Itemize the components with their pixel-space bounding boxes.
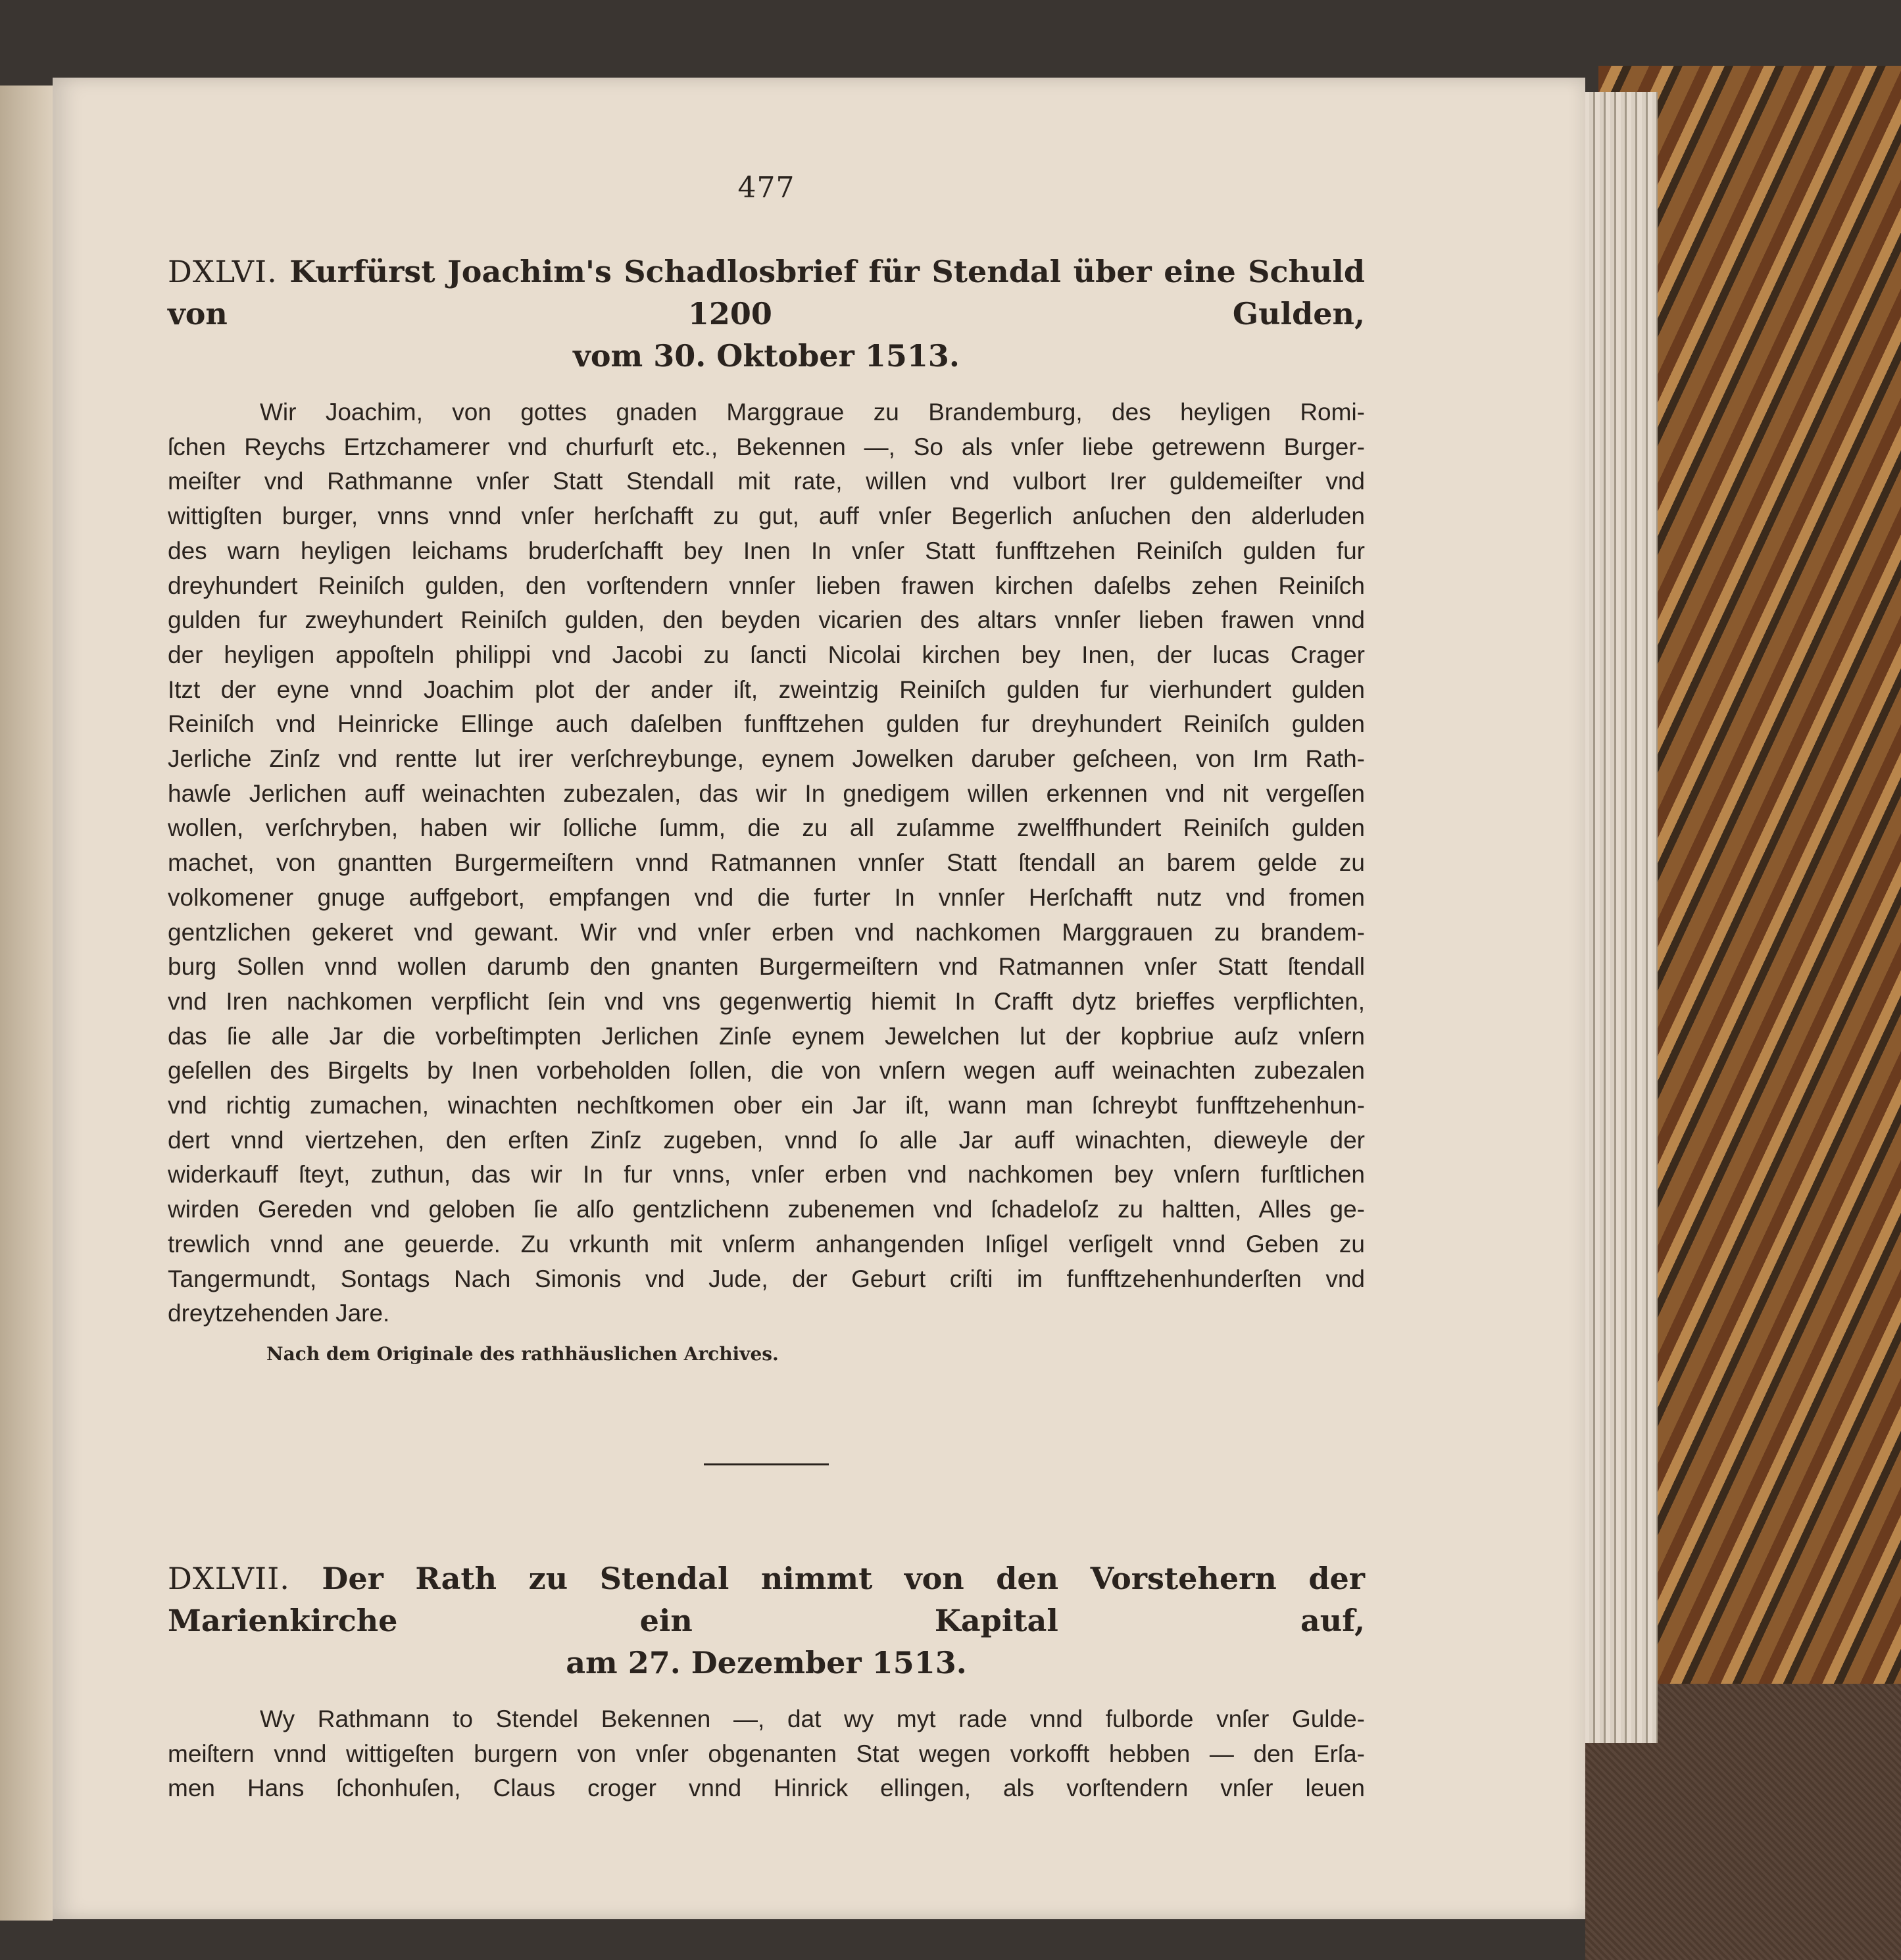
text-line: men Hans ſchonhuſen, Claus croger vnnd Hinrick ellingen, als vorſtendern vnſer leuen [168,1775,1365,1802]
text-line: burg Sollen vnnd wollen darumb den gnanten Burgermeiſtern vnd Ratmannen vnſer Statt ſtendall [168,953,1365,981]
source-note: Nach dem Originale des rathhäuslichen Archives. [266,1342,779,1365]
document-date: am 27. Dezember 1513. [566,1644,967,1680]
text-line: dreyhundert Reiniſch gulden, den vorſtendern vnnſer lieben frawen kirchen daſelbs zehen Reiniſch [168,572,1365,599]
text-line: Reiniſch vnd Heinricke Ellinge auch daſelben funfftzehen gulden fur dreyhundert Reiniſch gulden [168,710,1365,738]
document-title: Der Rath zu Stendal nimmt von den Vorstehern der Marienkirche ein Kapital auf, [168,1560,1365,1638]
text-line: machet, von gnantten Burgermeiſtern vnnd Ratmannen vnnſer Statt ſtendall an barem gelde zu [168,849,1365,877]
document-title-line1 [168,1557,1365,1642]
document-title-line1 [168,251,1365,335]
facing-page-edge [0,86,53,1921]
text-line: meiſtern vnnd wittigeſten burgern von vnſer obgenanten Stat wegen vorkofft hebben — den Erſa- [168,1740,1365,1767]
text-line: das ſie alle Jar die vorbeſtimpten Jerlichen Zinſe eynem Jewelchen lut der kopbriue auſz vnſern [168,1022,1365,1050]
text-line: trewlich vnnd ane geuerde. Zu vrkunth mit vnſerm anhangenden Inſigel verſigelt vnnd Geben zu [168,1230,1365,1258]
text-line: des warn heyligen leichams bruderſchafft bey Inen In vnſer Statt funfftzehen Reiniſch gulden fur [168,537,1365,564]
document-number: DXLVI. [168,254,278,289]
text-line: Wir Joachim, von gottes gnaden Marggraue zu Brandemburg, des heyligen Romi- [260,399,1365,426]
text-line: vnd Iren nachkomen verpflicht ſein vnd vns gegenwertig hiemit In Crafft dytz brieffes verpflichten, [168,987,1365,1015]
section-divider [704,1463,829,1465]
text-line: meiſter vnd Rathmanne vnſer Statt Stendall mit rate, willen vnd vulbort Irer guldemeiſter vnd [168,468,1365,495]
text-line: hawſe Jerlichen auff weinachten zubezalen, das wir In gnedigem willen erkennen vnd nit vergeſſen [168,779,1365,807]
text-line: geſellen des Birgelts by Inen vorbeholden ſollen, die von vnſern wegen auff weinachten zubezalen [168,1057,1365,1085]
text-line: der heyligen appoſteln philippi vnd Jacobi zu ſancti Nicolai kirchen bey Inen, der lucas Crager [168,641,1365,668]
document-date: vom 30. Oktober 1513. [573,338,960,374]
document-number: DXLVII. [168,1560,290,1596]
text-line: wirden Gereden vnd geloben ſie alſo gentzlichenn zubenemen vnd ſchadeloſz zu haltten, Alles ge- [168,1196,1365,1223]
text-line: wollen, verſchryben, haben wir ſolliche ſumm, die zu all zuſamme zwelffhundert Reiniſch gulden [168,814,1365,842]
text-line: dert vnnd viertzehen, den erſten Zinſz zugeben, vnnd ſo alle Jar auff winachten, dieweyle der [168,1126,1365,1154]
text-line: ſchen Reychs Ertzchamerer vnd churfurſt etc., Bekennen —, So als vnſer liebe getrewenn Burger- [168,433,1365,460]
document-heading-547 [168,1557,1365,1684]
text-line: Itzt der eyne vnnd Joachim plot der ander iſt, zweintzig Reiniſch gulden fur vierhundert gulden [168,675,1365,703]
text-line: wittigſten burger, vnns vnnd vnſer herſchafft zu gut, auff vnſer Begerlich anſuchen den alderluden [168,502,1365,530]
document-text-546 [168,395,1365,1331]
document-title: Kurfürst Joachim's Schadlosbrief für Stendal über eine Schuld von 1200 Gulden, [168,254,1366,331]
text-line: dreytzehenden Jare. [168,1300,390,1327]
page-edges [1579,92,1658,1743]
text-line: widerkauff ſteyt, zuthun, das wir In fur vnns, vnſer erben vnd nachkomen bey vnſern furſtlichen [168,1161,1365,1188]
text-line: Wy Rathmann to Stendel Bekennen —, dat wy myt rade vnnd fulborde vnſer Gulde- [260,1705,1365,1732]
text-line: Jerliche Zinſz vnd rentte lut irer verſchreybunge, eynem Jowelken daruber geſcheen, von Irm Rath- [168,745,1365,773]
page-number: 477 [737,171,795,205]
text-line: gulden fur zweyhundert Reiniſch gulden, den beyden vicarien des altars vnnſer lieben frawen vnnd [168,606,1365,634]
text-line: Tangermundt, Sontags Nach Simonis vnd Jude, der Geburt criſti im funfftzehenhunderſten vnd [168,1265,1365,1292]
document-heading-546 [168,251,1365,377]
text-line: gentzlichen gekeret vnd gewant. Wir vnd vnſer erben vnd nachkomen Marggrauen zu brandem- [168,918,1365,946]
page-content [168,171,1365,1806]
text-line: vnd richtig zumachen, winachten nechſtkomen ober ein Jar iſt, wann man ſchreybt funfftzehenhun- [168,1092,1365,1119]
document-text-547 [168,1702,1365,1806]
text-line: volkomener gnuge auffgebort, empfangen vnd die furter In vnnſer Herſchafft nutz vnd fromen [168,883,1365,911]
